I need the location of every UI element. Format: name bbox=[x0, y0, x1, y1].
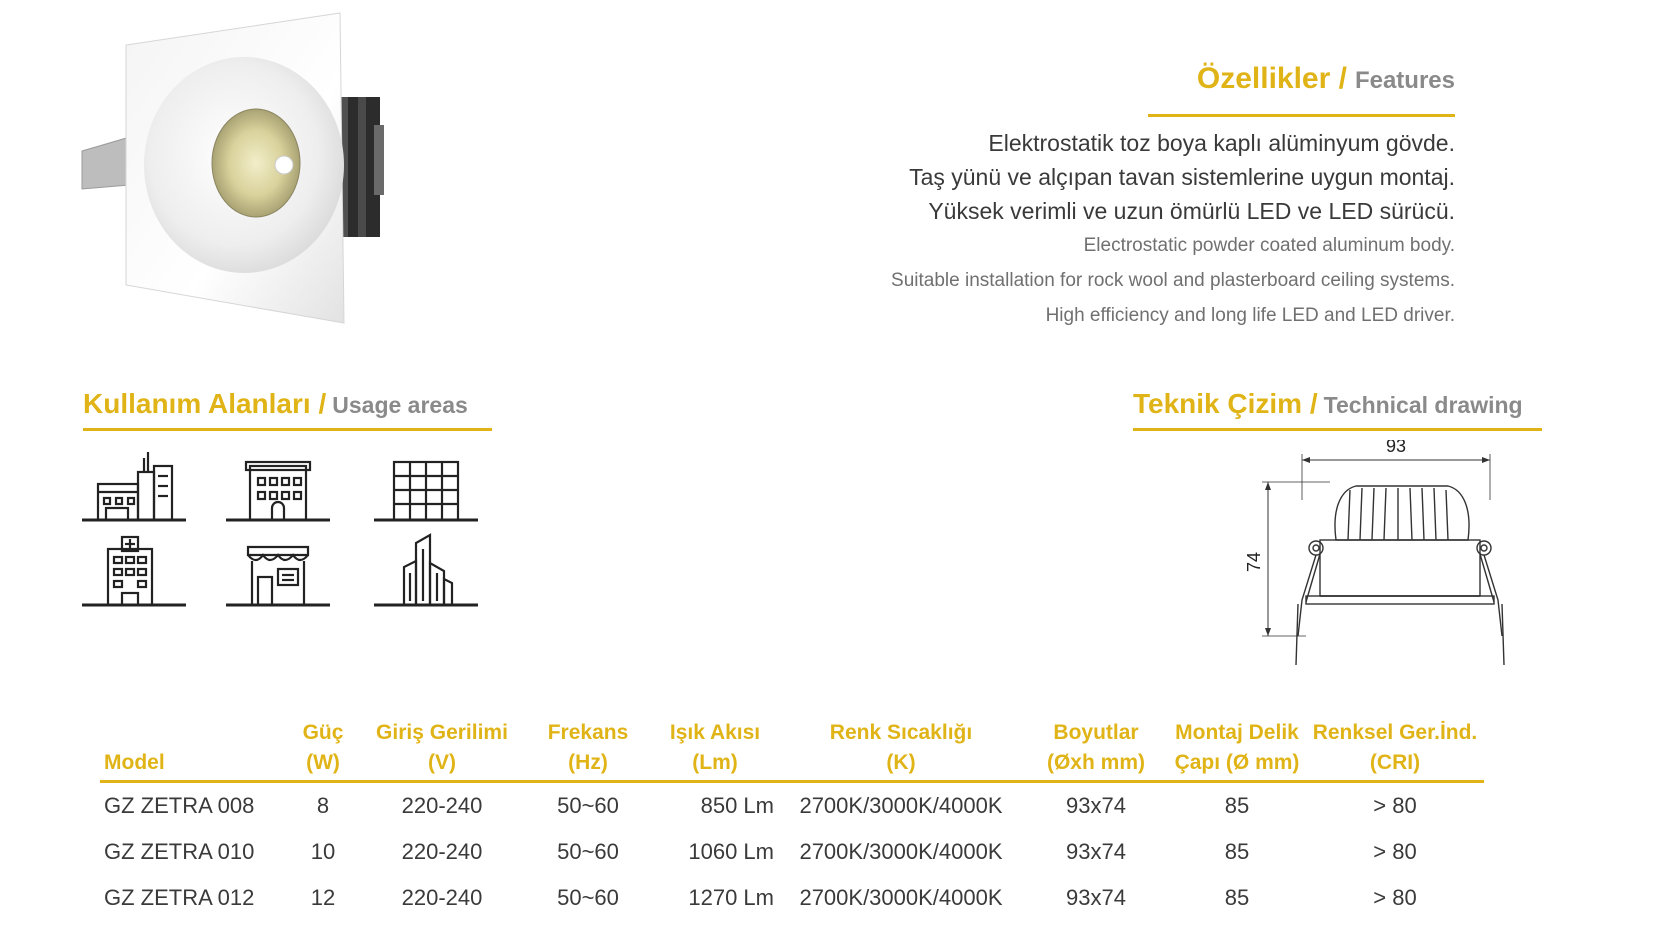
table-row bbox=[100, 829, 1484, 875]
col-mounting-hole: Montaj Delik Çapı (Ø mm) bbox=[1168, 718, 1306, 782]
features-heading bbox=[1197, 62, 1455, 96]
feature-en-2: Suitable installation for rock wool and plasterboard ceiling systems. bbox=[891, 270, 1455, 291]
cell-frequency: 50~60 bbox=[557, 885, 619, 910]
col-dimensions: Boyutlar (Øxh mm) bbox=[1024, 718, 1168, 782]
cell-cri: > 80 bbox=[1373, 885, 1417, 910]
features-title-tr: Özellikler / bbox=[1196, 62, 1347, 95]
cell-mounting-hole: 85 bbox=[1224, 839, 1250, 864]
cell-frequency: 50~60 bbox=[557, 793, 619, 818]
height-label: 74 bbox=[1244, 551, 1264, 573]
hospital-icon bbox=[82, 537, 186, 605]
features-title-en: Features bbox=[1354, 67, 1455, 94]
usage-heading bbox=[83, 388, 468, 420]
cell-voltage: 220-240 bbox=[401, 793, 483, 818]
product-image bbox=[78, 5, 398, 335]
usage-title-tr: Kullanım Alanları / bbox=[83, 388, 327, 419]
feature-tr-1: Elektrostatik toz boya kaplı alüminyum gövde. bbox=[988, 130, 1455, 156]
features-list bbox=[655, 126, 1455, 333]
technical-title-tr: Teknik Çizim / bbox=[1133, 388, 1318, 419]
col-luminous-flux: Işık Akısı (Lm) bbox=[652, 718, 778, 782]
cell-model: GZ ZETRA 010 bbox=[104, 839, 255, 864]
technical-drawing bbox=[1240, 440, 1540, 670]
apartment-building-icon bbox=[226, 462, 330, 520]
cell-voltage: 220-240 bbox=[401, 885, 483, 910]
cell-mounting-hole: 85 bbox=[1224, 885, 1250, 910]
col-model: Model bbox=[100, 718, 286, 782]
usage-icons bbox=[78, 448, 488, 618]
cell-luminous-flux: 1060 Lm bbox=[688, 839, 774, 864]
cell-mounting-hole: 85 bbox=[1224, 793, 1250, 818]
col-color-temperature: Renk Sıcaklığı (K) bbox=[778, 718, 1024, 782]
col-cri: Renksel Ger.İnd. (CRI) bbox=[1306, 718, 1484, 782]
cell-model: GZ ZETRA 008 bbox=[104, 793, 255, 818]
cell-luminous-flux: 1270 Lm bbox=[688, 885, 774, 910]
cell-dimensions: 93x74 bbox=[1066, 793, 1126, 818]
col-voltage: Giriş Gerilimi (V) bbox=[360, 718, 524, 782]
cell-power: 8 bbox=[316, 793, 330, 818]
cell-color-temperature: 2700K/3000K/4000K bbox=[799, 793, 1003, 818]
usage-title-en: Usage areas bbox=[332, 392, 468, 418]
cell-color-temperature: 2700K/3000K/4000K bbox=[799, 839, 1003, 864]
usage-underline bbox=[83, 428, 492, 431]
table-header-row bbox=[100, 718, 1484, 782]
cell-frequency: 50~60 bbox=[557, 839, 619, 864]
col-frequency: Frekans (Hz) bbox=[524, 718, 652, 782]
col-power: Güç (W) bbox=[286, 718, 360, 782]
feature-en-3: High efficiency and long life LED and LED driver. bbox=[1045, 305, 1455, 326]
width-label: 93 bbox=[1385, 440, 1407, 456]
technical-drawing-heading bbox=[1133, 388, 1523, 420]
width-dimension bbox=[1302, 454, 1490, 500]
factory-icon bbox=[82, 452, 186, 520]
skyscraper-icon bbox=[374, 535, 478, 605]
technical-underline bbox=[1133, 428, 1542, 431]
cell-color-temperature: 2700K/3000K/4000K bbox=[799, 885, 1003, 910]
cell-cri: > 80 bbox=[1373, 839, 1417, 864]
shop-icon bbox=[226, 547, 330, 605]
technical-title-en: Technical drawing bbox=[1323, 392, 1523, 418]
drawing-heatsink bbox=[1335, 486, 1469, 540]
cell-power: 10 bbox=[310, 839, 336, 864]
cell-dimensions: 93x74 bbox=[1066, 885, 1126, 910]
cell-dimensions: 93x74 bbox=[1066, 839, 1126, 864]
spec-table bbox=[100, 718, 1484, 921]
table-row bbox=[100, 875, 1484, 921]
feature-tr-3: Yüksek verimli ve uzun ömürlü LED ve LED sürücü. bbox=[928, 198, 1455, 224]
cell-power: 12 bbox=[310, 885, 336, 910]
cell-voltage: 220-240 bbox=[401, 839, 483, 864]
cell-cri: > 80 bbox=[1373, 793, 1417, 818]
feature-en-1: Electrostatic powder coated aluminum body. bbox=[1083, 235, 1455, 256]
cell-model: GZ ZETRA 012 bbox=[104, 885, 255, 910]
table-row bbox=[100, 782, 1484, 830]
features-underline bbox=[1148, 114, 1455, 117]
cell-luminous-flux: 850 Lm bbox=[700, 793, 774, 818]
feature-tr-2: Taş yünü ve alçıpan tavan sistemlerine uygun montaj. bbox=[909, 164, 1455, 190]
office-building-icon bbox=[374, 462, 478, 520]
drawing-body bbox=[1296, 540, 1504, 665]
